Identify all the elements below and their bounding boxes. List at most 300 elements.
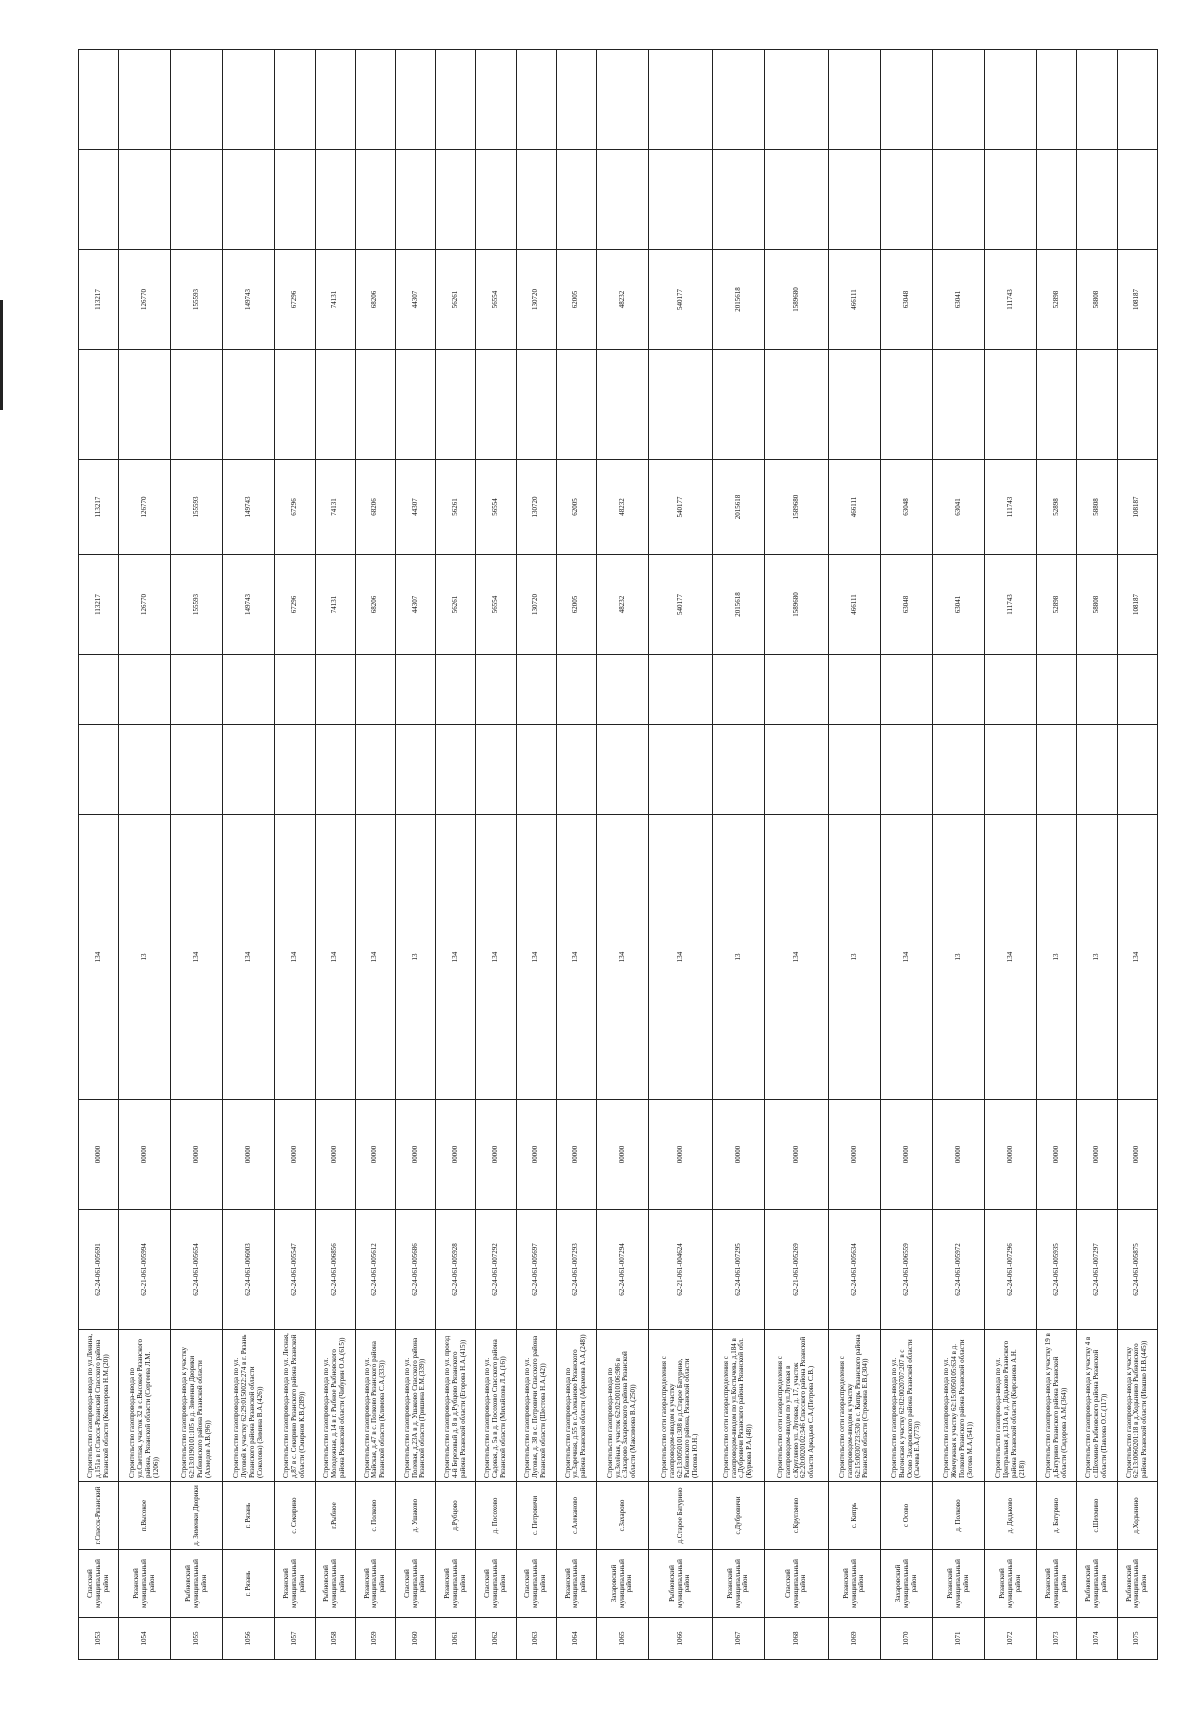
empty-cell bbox=[275, 50, 315, 150]
settlement-cell: д.Ходынино bbox=[1117, 1482, 1157, 1550]
amount-cell: 126770 bbox=[119, 555, 171, 655]
empty-cell bbox=[79, 655, 119, 725]
empty-cell bbox=[516, 150, 556, 250]
category-cell: 13 bbox=[119, 815, 171, 1100]
amount-cell: 48232 bbox=[596, 460, 648, 555]
category-cell: 13 bbox=[1077, 815, 1117, 1100]
category-cell: 134 bbox=[881, 815, 933, 1100]
empty-cell bbox=[933, 655, 985, 725]
empty-cell bbox=[933, 150, 985, 250]
amount-cell: 1589680 bbox=[765, 555, 829, 655]
code-zero-cell: 00000 bbox=[649, 1100, 713, 1210]
row-number: 1059 bbox=[355, 1618, 395, 1660]
code-zero-cell: 00000 bbox=[596, 1100, 648, 1210]
row-number: 1062 bbox=[476, 1618, 516, 1660]
amount-cell: 68206 bbox=[355, 250, 395, 350]
empty-cell bbox=[881, 150, 933, 250]
category-cell: 134 bbox=[275, 815, 315, 1100]
amount-cell: 108187 bbox=[1117, 250, 1157, 350]
amount-cell: 466111 bbox=[828, 460, 880, 555]
code-zero-cell: 00000 bbox=[315, 1100, 355, 1210]
settlement-cell: с. Полково bbox=[355, 1482, 395, 1550]
empty-cell bbox=[223, 655, 275, 725]
empty-cell bbox=[315, 350, 355, 460]
table-row bbox=[649, 50, 713, 1660]
category-cell: 134 bbox=[765, 815, 829, 1100]
category-cell: 13 bbox=[712, 815, 764, 1100]
registry-code-cell: 62-24-061-005972 bbox=[933, 1210, 985, 1330]
amount-cell: 58808 bbox=[1077, 555, 1117, 655]
row-number: 1061 bbox=[436, 1618, 476, 1660]
empty-cell bbox=[315, 655, 355, 725]
district-cell: Рязанский муниципальный район bbox=[355, 1550, 395, 1618]
settlement-cell: д. Зименки Дворики bbox=[171, 1482, 223, 1550]
empty-cell bbox=[649, 150, 713, 250]
empty-cell bbox=[828, 50, 880, 150]
empty-cell bbox=[315, 50, 355, 150]
empty-cell bbox=[933, 725, 985, 815]
settlement-cell: с Осово bbox=[881, 1482, 933, 1550]
work-description-cell: Строительство газопровода-ввода к участку 62:13:0190101:105 в д. Зименки Дворики Рыбновского района Рязанской области (Ахмедов А.В.(96)) bbox=[171, 1330, 223, 1482]
work-description-cell: Строительство газопровода-ввода по ул.Светлая, участок 32 в с.Высокое Рязанского района, Рязанской области (Сергеева Л.М.(1206)) bbox=[119, 1330, 171, 1482]
district-cell: Рыбновский муниципальный район bbox=[171, 1550, 223, 1618]
amount-cell: 48232 bbox=[596, 555, 648, 655]
registry-code-cell: 62-24-061-005928 bbox=[436, 1210, 476, 1330]
district-cell: Рязанский муниципальный район bbox=[1037, 1550, 1077, 1618]
empty-cell bbox=[596, 725, 648, 815]
amount-cell: 56261 bbox=[436, 460, 476, 555]
code-zero-cell: 00000 bbox=[556, 1100, 596, 1210]
amount-cell: 74131 bbox=[315, 460, 355, 555]
district-cell: Спасский муниципальный район bbox=[765, 1550, 829, 1618]
rotated-table-wrapper bbox=[78, 50, 1158, 1660]
amount-cell: 56554 bbox=[476, 250, 516, 350]
empty-cell bbox=[1037, 350, 1077, 460]
empty-cell bbox=[79, 350, 119, 460]
row-number: 1066 bbox=[649, 1618, 713, 1660]
district-cell: Рязанский муниципальный район bbox=[556, 1550, 596, 1618]
amount-cell: 149743 bbox=[223, 460, 275, 555]
row-number: 1069 bbox=[828, 1618, 880, 1660]
empty-cell bbox=[556, 350, 596, 460]
empty-cell bbox=[828, 350, 880, 460]
code-zero-cell: 00000 bbox=[933, 1100, 985, 1210]
amount-cell: 149743 bbox=[223, 555, 275, 655]
settlement-cell: п.Высокое bbox=[119, 1482, 171, 1550]
registry-code-cell: 62-24-061-007295 bbox=[712, 1210, 764, 1330]
empty-cell bbox=[712, 655, 764, 725]
code-zero-cell: 00000 bbox=[712, 1100, 764, 1210]
registry-code-cell: 62-24-061-005654 bbox=[171, 1210, 223, 1330]
amount-cell: 56554 bbox=[476, 555, 516, 655]
empty-cell bbox=[556, 50, 596, 150]
table-row bbox=[119, 50, 171, 1660]
amount-cell: 56261 bbox=[436, 555, 476, 655]
empty-cell bbox=[355, 725, 395, 815]
registry-code-cell: 62-24-061-005875 bbox=[1117, 1210, 1157, 1330]
row-number: 1071 bbox=[933, 1618, 985, 1660]
empty-cell bbox=[516, 725, 556, 815]
row-number: 1068 bbox=[765, 1618, 829, 1660]
amount-cell: 155593 bbox=[171, 460, 223, 555]
empty-cell bbox=[596, 350, 648, 460]
row-number: 1057 bbox=[275, 1618, 315, 1660]
work-description-cell: Строительство газопровода-ввода к участку 19 в д.Батурино Рязанского района Рязанской области (Сидорова А.М.(364)) bbox=[1037, 1330, 1077, 1482]
district-cell: Рязанский муниципальный район bbox=[828, 1550, 880, 1618]
amount-cell: 74131 bbox=[315, 250, 355, 350]
registry-code-cell: 62-21-061-005269 bbox=[765, 1210, 829, 1330]
amount-cell: 113217 bbox=[79, 555, 119, 655]
empty-cell bbox=[649, 50, 713, 150]
empty-cell bbox=[985, 350, 1037, 460]
amount-cell: 1589680 bbox=[765, 250, 829, 350]
registry-code-cell: 62-24-061-006559 bbox=[881, 1210, 933, 1330]
row-number: 1074 bbox=[1077, 1618, 1117, 1660]
empty-cell bbox=[436, 655, 476, 725]
empty-cell bbox=[1077, 725, 1117, 815]
district-cell: Рязанский муниципальный район bbox=[712, 1550, 764, 1618]
settlement-cell: с.Захарово bbox=[596, 1482, 648, 1550]
settlement-cell: д. Дядьково bbox=[985, 1482, 1037, 1550]
amount-cell: 149743 bbox=[223, 250, 275, 350]
district-cell: Рыбновский муниципальный район bbox=[1117, 1550, 1157, 1618]
work-description-cell: Строительство газопровода-ввода по ул.Зелёная, участок 62:02:0010106:986 в с.Захарово Захаровского района Рязанской области (Максимова В.А.(250)) bbox=[596, 1330, 648, 1482]
registry-code-cell: 62-21-061-004624 bbox=[649, 1210, 713, 1330]
empty-cell bbox=[395, 655, 435, 725]
row-number: 1063 bbox=[516, 1618, 556, 1660]
amount-cell: 67296 bbox=[275, 555, 315, 655]
code-zero-cell: 00000 bbox=[1037, 1100, 1077, 1210]
settlement-cell: г.Рыбное bbox=[315, 1482, 355, 1550]
amount-cell: 62005 bbox=[556, 460, 596, 555]
amount-cell: 108187 bbox=[1117, 555, 1157, 655]
empty-cell bbox=[828, 150, 880, 250]
amount-cell: 466111 bbox=[828, 250, 880, 350]
settlement-cell: с.Дубровичи bbox=[712, 1482, 764, 1550]
district-cell: Рязанский муниципальный район bbox=[119, 1550, 171, 1618]
amount-cell: 113217 bbox=[79, 460, 119, 555]
amount-cell: 540177 bbox=[649, 460, 713, 555]
empty-cell bbox=[933, 350, 985, 460]
empty-cell bbox=[355, 150, 395, 250]
district-cell: Рязанский муниципальный район bbox=[933, 1550, 985, 1618]
empty-cell bbox=[79, 50, 119, 150]
table-row bbox=[881, 50, 933, 1660]
empty-cell bbox=[275, 655, 315, 725]
category-cell: 134 bbox=[223, 815, 275, 1100]
registry-code-cell: 62-24-061-007296 bbox=[985, 1210, 1037, 1330]
category-cell: 134 bbox=[436, 815, 476, 1100]
registry-code-cell: 62-24-061-005691 bbox=[79, 1210, 119, 1330]
district-cell: Захаровский муниципальный район bbox=[596, 1550, 648, 1618]
amount-cell: 63041 bbox=[933, 555, 985, 655]
empty-cell bbox=[985, 50, 1037, 150]
empty-cell bbox=[315, 725, 355, 815]
empty-cell bbox=[476, 655, 516, 725]
amount-cell: 63048 bbox=[881, 250, 933, 350]
empty-cell bbox=[881, 350, 933, 460]
table-row bbox=[712, 50, 764, 1660]
table-row bbox=[596, 50, 648, 1660]
empty-cell bbox=[171, 725, 223, 815]
registry-code-cell: 62-24-061-007293 bbox=[556, 1210, 596, 1330]
amount-cell: 67296 bbox=[275, 460, 315, 555]
empty-cell bbox=[119, 50, 171, 150]
amount-cell: 56261 bbox=[436, 250, 476, 350]
code-zero-cell: 00000 bbox=[171, 1100, 223, 1210]
code-zero-cell: 00000 bbox=[828, 1100, 880, 1210]
empty-cell bbox=[933, 50, 985, 150]
empty-cell bbox=[712, 50, 764, 150]
amount-cell: 155593 bbox=[171, 250, 223, 350]
empty-cell bbox=[1077, 50, 1117, 150]
empty-cell bbox=[171, 50, 223, 150]
work-description-cell: Строительство газопровода-ввода по ул. Центральная д.131А в д. Дядьково Рязанского района Рязанской области (Кирсанова А.Н.(218)) bbox=[985, 1330, 1037, 1482]
category-cell: 134 bbox=[985, 815, 1037, 1100]
empty-cell bbox=[79, 150, 119, 250]
work-description-cell: Строительство газопровода-ввода по ул.Ленина, д.151а в г.Спасск-Рязанский Спасского района Рязанской области (Ковалерова Н.М.(20)) bbox=[79, 1330, 119, 1482]
empty-cell bbox=[275, 725, 315, 815]
settlement-cell: с. Кипрь bbox=[828, 1482, 880, 1550]
amount-cell: 63048 bbox=[881, 555, 933, 655]
amount-cell: 466111 bbox=[828, 555, 880, 655]
amount-cell: 74131 bbox=[315, 555, 355, 655]
registry-code-cell: 62-24-061-007294 bbox=[596, 1210, 648, 1330]
amount-cell: 1589680 bbox=[765, 460, 829, 555]
work-description-cell: Строительство газопровода-ввода по ул. Майская, д.47 в с. Полково Рязанского района Рязанской области (Климова С.А.(333)) bbox=[355, 1330, 395, 1482]
amount-cell: 113217 bbox=[79, 250, 119, 350]
work-description-cell: Строительство газопровода-ввода по ул. проезд 4-й Березовый д. 8 в д.Рубцово Рязанского района Рязанской области (Егорова Н.А.(415)) bbox=[436, 1330, 476, 1482]
amount-cell: 540177 bbox=[649, 250, 713, 350]
table-row bbox=[828, 50, 880, 1660]
category-cell: 134 bbox=[171, 815, 223, 1100]
work-description-cell: Строительство газопровода-ввода по ул. Садовая, д. 5а в д. Посохово Спасского района Рязанской области (Михайлова Л.А.(16)) bbox=[476, 1330, 516, 1482]
settlement-cell: д.Старое Батурино bbox=[649, 1482, 713, 1550]
district-cell: Рязанский муниципальный район bbox=[436, 1550, 476, 1618]
empty-cell bbox=[649, 655, 713, 725]
empty-cell bbox=[765, 725, 829, 815]
empty-cell bbox=[171, 655, 223, 725]
empty-cell bbox=[476, 350, 516, 460]
table-row bbox=[355, 50, 395, 1660]
amount-cell: 52898 bbox=[1037, 250, 1077, 350]
settlement-cell: д. Полково bbox=[933, 1482, 985, 1550]
amount-cell: 52898 bbox=[1037, 555, 1077, 655]
work-description-cell: Строительство сети газораспределения с газопроводом-вводом по ул.Костычева, д.184 в с.Дубровичи Рязанского района Рязанской обл.(Куркова Р.А.(48)) bbox=[712, 1330, 764, 1482]
amount-cell: 130720 bbox=[516, 460, 556, 555]
code-zero-cell: 00000 bbox=[119, 1100, 171, 1210]
settlement-cell: д. Ушаково bbox=[395, 1482, 435, 1550]
settlement-cell: с.Шехмино bbox=[1077, 1482, 1117, 1550]
district-cell: Рыбновский муниципальный район bbox=[1077, 1550, 1117, 1618]
amount-cell: 44307 bbox=[395, 250, 435, 350]
work-description-cell: Строительство газопровода-ввода по ул. Луговой к участку 62:29:0150022:274 в г. Рязань Рязанского района Рязанской области (Соколова) (Зимина В.А.(426)) bbox=[223, 1330, 275, 1482]
category-cell: 134 bbox=[1117, 815, 1157, 1100]
empty-cell bbox=[171, 350, 223, 460]
registry-code-cell: 62-24-061-007292 bbox=[476, 1210, 516, 1330]
row-number: 1056 bbox=[223, 1618, 275, 1660]
row-number: 1070 bbox=[881, 1618, 933, 1660]
category-cell: 13 bbox=[1037, 815, 1077, 1100]
code-zero-cell: 00000 bbox=[476, 1100, 516, 1210]
empty-cell bbox=[881, 725, 933, 815]
table-row bbox=[436, 50, 476, 1660]
table-row bbox=[171, 50, 223, 1660]
code-zero-cell: 00000 bbox=[516, 1100, 556, 1210]
district-cell: Рязанский муниципальный район bbox=[275, 1550, 315, 1618]
district-cell: Спасский муниципальный район bbox=[516, 1550, 556, 1618]
amount-cell: 52898 bbox=[1037, 460, 1077, 555]
category-cell: 134 bbox=[649, 815, 713, 1100]
empty-cell bbox=[355, 655, 395, 725]
empty-cell bbox=[275, 150, 315, 250]
row-number: 1067 bbox=[712, 1618, 764, 1660]
empty-cell bbox=[223, 725, 275, 815]
settlement-cell: д. Батурино bbox=[1037, 1482, 1077, 1550]
empty-cell bbox=[881, 50, 933, 150]
empty-cell bbox=[556, 655, 596, 725]
empty-cell bbox=[1037, 150, 1077, 250]
table-row bbox=[223, 50, 275, 1660]
empty-cell bbox=[1117, 150, 1157, 250]
empty-cell bbox=[223, 150, 275, 250]
empty-cell bbox=[395, 725, 435, 815]
work-description-cell: Строительство сети газораспределения с газопроводом-вводом к участку 62:13:0050101:308 в д.Старое Батурино, Рыбновского района, Рязанской области (Попова Ю.Н.) bbox=[649, 1330, 713, 1482]
empty-cell bbox=[395, 150, 435, 250]
table-row bbox=[933, 50, 985, 1660]
settlement-cell: г. Рязань bbox=[223, 1482, 275, 1550]
empty-cell bbox=[171, 150, 223, 250]
amount-cell: 58808 bbox=[1077, 460, 1117, 555]
amount-cell: 62005 bbox=[556, 555, 596, 655]
code-zero-cell: 00000 bbox=[355, 1100, 395, 1210]
empty-cell bbox=[119, 725, 171, 815]
empty-cell bbox=[119, 655, 171, 725]
row-number: 1054 bbox=[119, 1618, 171, 1660]
work-description-cell: Строительство сети газораспределения с газопроводом-вводом к участку 62:15:0030723:530 в с. Кипрь Рязанского района Рязанской области (Строкина Е.В.(304)) bbox=[828, 1330, 880, 1482]
empty-cell bbox=[1077, 150, 1117, 250]
empty-cell bbox=[1037, 655, 1077, 725]
table-row bbox=[556, 50, 596, 1660]
work-description-cell: Строительство газопровода-ввода по ул. Полевая, д.23А в д. Ушаково Спасского района Рязанской области (Гришина Е.М.(339)) bbox=[395, 1330, 435, 1482]
registry-code-cell: 62-24-061-005697 bbox=[516, 1210, 556, 1330]
registry-code-cell: 62-24-061-006856 bbox=[315, 1210, 355, 1330]
registry-code-cell: 62-24-061-005686 bbox=[395, 1210, 435, 1330]
registry-code-cell: 62-21-061-005994 bbox=[119, 1210, 171, 1330]
empty-cell bbox=[223, 350, 275, 460]
empty-cell bbox=[79, 725, 119, 815]
work-description-cell: Строительство газопровода-ввода по ул. Выгонская к участку 62:02:0020707:207 в с Осово Захаровского района Рязанской области (Сычева Е.А.(773)) bbox=[881, 1330, 933, 1482]
empty-cell bbox=[395, 350, 435, 460]
empty-cell bbox=[985, 655, 1037, 725]
empty-cell bbox=[436, 725, 476, 815]
table-row bbox=[395, 50, 435, 1660]
empty-cell bbox=[649, 350, 713, 460]
empty-cell bbox=[556, 150, 596, 250]
code-zero-cell: 00000 bbox=[881, 1100, 933, 1210]
empty-cell bbox=[765, 655, 829, 725]
amount-cell: 58808 bbox=[1077, 250, 1117, 350]
category-cell: 134 bbox=[476, 815, 516, 1100]
table-row bbox=[275, 50, 315, 1660]
settlement-cell: с. Секирино bbox=[275, 1482, 315, 1550]
empty-cell bbox=[516, 655, 556, 725]
code-zero-cell: 00000 bbox=[1077, 1100, 1117, 1210]
category-cell: 134 bbox=[315, 815, 355, 1100]
row-number: 1073 bbox=[1037, 1618, 1077, 1660]
empty-cell bbox=[985, 150, 1037, 250]
row-number: 1060 bbox=[395, 1618, 435, 1660]
table-row bbox=[315, 50, 355, 1660]
empty-cell bbox=[119, 350, 171, 460]
code-zero-cell: 00000 bbox=[395, 1100, 435, 1210]
district-cell: Спасский муниципальный район bbox=[395, 1550, 435, 1618]
gas-connection-register-table bbox=[78, 49, 1158, 1660]
amount-cell: 68206 bbox=[355, 555, 395, 655]
settlement-cell: с.Алеканово bbox=[556, 1482, 596, 1550]
work-description-cell: Строительство газопровода-ввода по ул. Жемчужная к участку 62:15:0050105:634 в д. Полково Рязанского района Рязанской области (Зотова М.А.(541)) bbox=[933, 1330, 985, 1482]
work-description-cell: Строительство газопровода-ввода по ул.Заречная, д.55 в с.Алеканово Рязанского района Рязанской области (Абрамова А.А.(248)) bbox=[556, 1330, 596, 1482]
amount-cell: 2015618 bbox=[712, 460, 764, 555]
empty-cell bbox=[596, 655, 648, 725]
table-row bbox=[765, 50, 829, 1660]
row-number: 1075 bbox=[1117, 1618, 1157, 1660]
empty-cell bbox=[765, 150, 829, 250]
amount-cell: 62005 bbox=[556, 250, 596, 350]
empty-cell bbox=[516, 350, 556, 460]
settlement-cell: с. Петровичи bbox=[516, 1482, 556, 1550]
district-cell: Захаровский муниципальный район bbox=[881, 1550, 933, 1618]
amount-cell: 44307 bbox=[395, 460, 435, 555]
district-cell: Спасский муниципальный район bbox=[476, 1550, 516, 1618]
empty-cell bbox=[712, 350, 764, 460]
code-zero-cell: 00000 bbox=[275, 1100, 315, 1210]
empty-cell bbox=[828, 655, 880, 725]
district-cell: г. Рязань bbox=[223, 1550, 275, 1618]
code-zero-cell: 00000 bbox=[1117, 1100, 1157, 1210]
table-row bbox=[516, 50, 556, 1660]
amount-cell: 63041 bbox=[933, 460, 985, 555]
category-cell: 134 bbox=[79, 815, 119, 1100]
work-description-cell: Строительство газопровода-ввода к участку 4 в с.Шехмино Рыбновского района Рязанской области (Павлова О.С.(117)) bbox=[1077, 1330, 1117, 1482]
work-description-cell: Строительство газопровода-ввода к участку 62:13:0060201:18 в д.Ходынино Рыбновского района Рязанской области (Ивашко Н.В.(445)) bbox=[1117, 1330, 1157, 1482]
registry-code-cell: 62-24-061-005547 bbox=[275, 1210, 315, 1330]
empty-cell bbox=[516, 50, 556, 150]
amount-cell: 126770 bbox=[119, 250, 171, 350]
amount-cell: 2015618 bbox=[712, 250, 764, 350]
empty-cell bbox=[436, 150, 476, 250]
category-cell: 13 bbox=[395, 815, 435, 1100]
amount-cell: 48232 bbox=[596, 250, 648, 350]
amount-cell: 130720 bbox=[516, 250, 556, 350]
empty-cell bbox=[476, 150, 516, 250]
empty-cell bbox=[765, 350, 829, 460]
work-description-cell: Строительство газопровода-ввода по ул. Луговая, д. 38 в с. Петровичи Спасского района Рязанской области (Шестова Н.А.(42)) bbox=[516, 1330, 556, 1482]
amount-cell: 540177 bbox=[649, 555, 713, 655]
empty-cell bbox=[476, 725, 516, 815]
empty-cell bbox=[596, 150, 648, 250]
table-row bbox=[1077, 50, 1117, 1660]
settlement-cell: г.Спасск-Рязанский bbox=[79, 1482, 119, 1550]
empty-cell bbox=[649, 725, 713, 815]
empty-cell bbox=[315, 150, 355, 250]
empty-cell bbox=[1077, 655, 1117, 725]
row-number: 1055 bbox=[171, 1618, 223, 1660]
table-row bbox=[1037, 50, 1077, 1660]
row-number: 1058 bbox=[315, 1618, 355, 1660]
row-number: 1072 bbox=[985, 1618, 1037, 1660]
registry-code-cell: 62-24-061-005612 bbox=[355, 1210, 395, 1330]
